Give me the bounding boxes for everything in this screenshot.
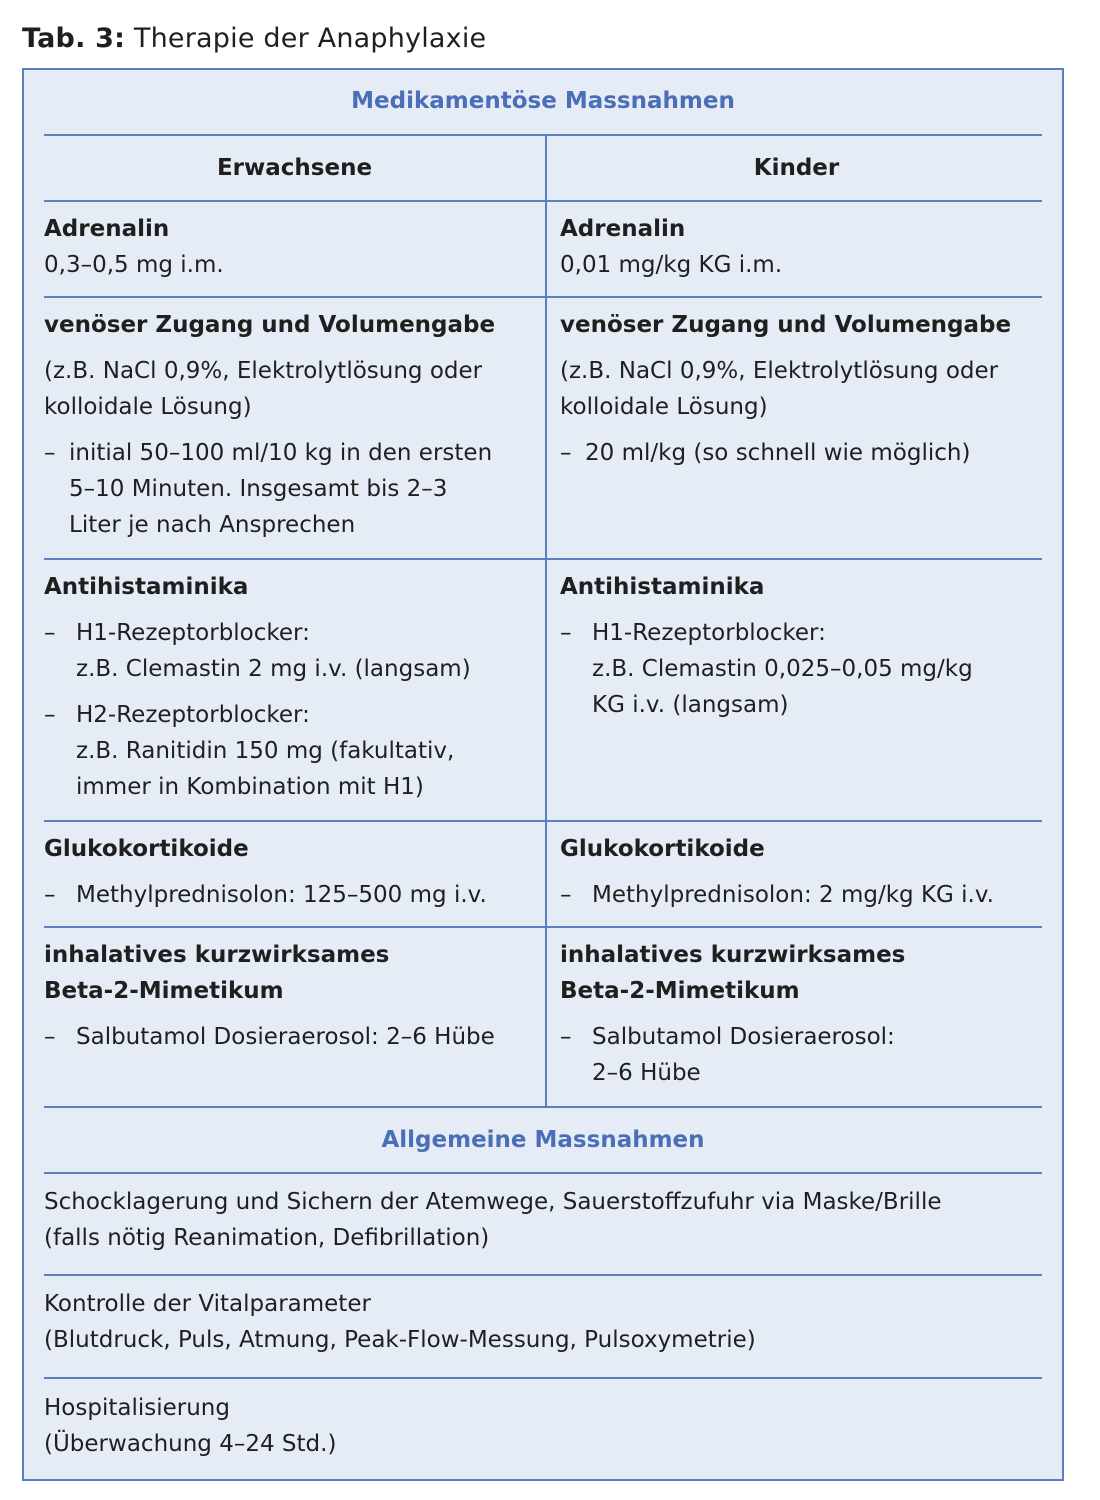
list-item-text: 20 ml/kg (so schnell wie möglich)	[585, 440, 971, 466]
therapy-table	[22, 68, 1064, 1481]
general-measure-shock-position	[44, 1184, 941, 1256]
list-item-text: z.B. Ranitidin 150 mg (fakultativ,	[76, 738, 455, 764]
dash-bullet: –	[560, 1024, 572, 1050]
rule	[44, 1172, 1042, 1174]
cell-note: (z.B. NaCl 0,9%, Elektrolytlösung oder	[560, 358, 999, 384]
list-item-text: Salbutamol Dosieraerosol: 2–6 Hübe	[76, 1024, 495, 1050]
column-header-adults: Erwachsene	[216, 155, 373, 181]
rule	[44, 200, 1042, 202]
section-heading-medication: Medikamentöse Massnahmen	[351, 88, 735, 114]
list-item	[560, 615, 1046, 723]
rule	[44, 558, 1042, 560]
cell-adults-glucocorticoids	[44, 831, 539, 913]
cell-adults-adrenalin	[44, 211, 539, 283]
cell-adults-antihistamines	[44, 569, 539, 805]
list-item-text: 2–6 Hübe	[592, 1060, 701, 1086]
cell-title: Adrenalin	[560, 216, 686, 242]
list-item	[44, 615, 539, 687]
rule	[44, 1377, 1042, 1379]
list-item-text: Methylprednisolon: 125–500 mg i.v.	[76, 882, 487, 908]
cell-children-antihistamines	[560, 569, 1046, 723]
cell-text: 0,01 mg/kg KG i.m.	[560, 252, 783, 278]
cell-title: venöser Zugang und Volumengabe	[560, 312, 1012, 338]
list-item-text: H1-Rezeptorblocker:	[76, 620, 310, 646]
cell-children-venous-access	[560, 307, 1046, 471]
cell-title: inhalatives kurzwirksames	[560, 942, 906, 968]
dash-bullet: –	[560, 620, 572, 646]
general-text: Hospitalisierung	[44, 1395, 230, 1421]
cell-title: venöser Zugang und Volumengabe	[44, 312, 496, 338]
dash-bullet: –	[560, 440, 572, 466]
caption-label: Tab. 3:	[22, 23, 126, 54]
cell-title: Glukokortikoide	[44, 836, 249, 862]
dash-bullet: –	[560, 882, 572, 908]
list-item	[44, 435, 539, 543]
list-item-text: Salbutamol Dosieraerosol:	[592, 1024, 895, 1050]
rule	[44, 1106, 1042, 1108]
cell-text: 0,3–0,5 mg i.m.	[44, 252, 224, 278]
cell-note: kolloidale Lösung)	[44, 394, 252, 420]
caption-title: Therapie der Anaphylaxie	[133, 23, 487, 54]
list-item-text: z.B. Clemastin 2 mg i.v. (langsam)	[76, 656, 471, 682]
dash-bullet: –	[44, 702, 56, 728]
general-text: (Überwachung 4–24 Std.)	[44, 1431, 337, 1457]
table-caption	[22, 20, 486, 58]
general-text: (falls nötig Reanimation, Defibrillation)	[44, 1225, 490, 1251]
cell-title: Adrenalin	[44, 216, 170, 242]
list-item-text: H2-Rezeptorblocker:	[76, 702, 310, 728]
dash-bullet: –	[44, 1024, 56, 1050]
section-heading-general: Allgemeine Massnahmen	[381, 1127, 705, 1153]
rule	[44, 1274, 1042, 1276]
list-item	[44, 877, 539, 913]
dash-bullet: –	[44, 440, 56, 466]
list-item	[560, 435, 1046, 471]
general-text: Kontrolle der Vitalparameter	[44, 1291, 371, 1317]
cell-title: Antihistaminika	[44, 574, 249, 600]
cell-children-adrenalin	[560, 211, 1046, 283]
cell-adults-venous-access	[44, 307, 539, 543]
list-item-text: KG i.v. (langsam)	[592, 692, 789, 718]
list-item	[560, 877, 1046, 913]
column-divider	[545, 134, 547, 1108]
cell-title: inhalatives kurzwirksames	[44, 942, 390, 968]
list-item-text: z.B. Clemastin 0,025–0,05 mg/kg	[592, 656, 973, 682]
general-text: (Blutdruck, Puls, Atmung, Peak-Flow-Messung, Pulsoxymetrie)	[44, 1327, 756, 1353]
list-item-text: immer in Kombination mit H1)	[76, 774, 424, 800]
cell-title: Beta-2-Mimetikum	[560, 978, 800, 1004]
general-measure-vital-signs	[44, 1286, 756, 1358]
cell-note: kolloidale Lösung)	[560, 394, 768, 420]
list-item	[44, 1019, 539, 1055]
cell-title: Antihistaminika	[560, 574, 765, 600]
list-item-text: Methylprednisolon: 2 mg/kg KG i.v.	[592, 882, 994, 908]
cell-note: (z.B. NaCl 0,9%, Elektrolytlösung oder	[44, 358, 483, 384]
cell-adults-beta2-agonist	[44, 937, 539, 1055]
rule	[44, 926, 1042, 928]
list-item-text: 5–10 Minuten. Insgesamt bis 2–3	[69, 476, 448, 502]
rule	[44, 820, 1042, 822]
list-item-text: Liter je nach Ansprechen	[69, 512, 356, 538]
list-item-text: H1-Rezeptorblocker:	[592, 620, 826, 646]
dash-bullet: –	[44, 620, 56, 646]
cell-title: Beta-2-Mimetikum	[44, 978, 284, 1004]
rule	[44, 296, 1042, 298]
dash-bullet: –	[44, 882, 56, 908]
cell-children-beta2-agonist	[560, 937, 1046, 1091]
column-header-children: Kinder	[753, 155, 840, 181]
list-item	[560, 1019, 1046, 1091]
rule	[44, 134, 1042, 136]
general-text: Schocklagerung und Sichern der Atemwege, Sauerstoffzufuhr via Maske/Brille	[44, 1189, 942, 1215]
list-item	[44, 697, 539, 805]
general-measure-hospitalisation	[44, 1390, 336, 1462]
cell-title: Glukokortikoide	[560, 836, 765, 862]
list-item-text: initial 50–100 ml/10 kg in den ersten	[69, 440, 493, 466]
cell-children-glucocorticoids	[560, 831, 1046, 913]
